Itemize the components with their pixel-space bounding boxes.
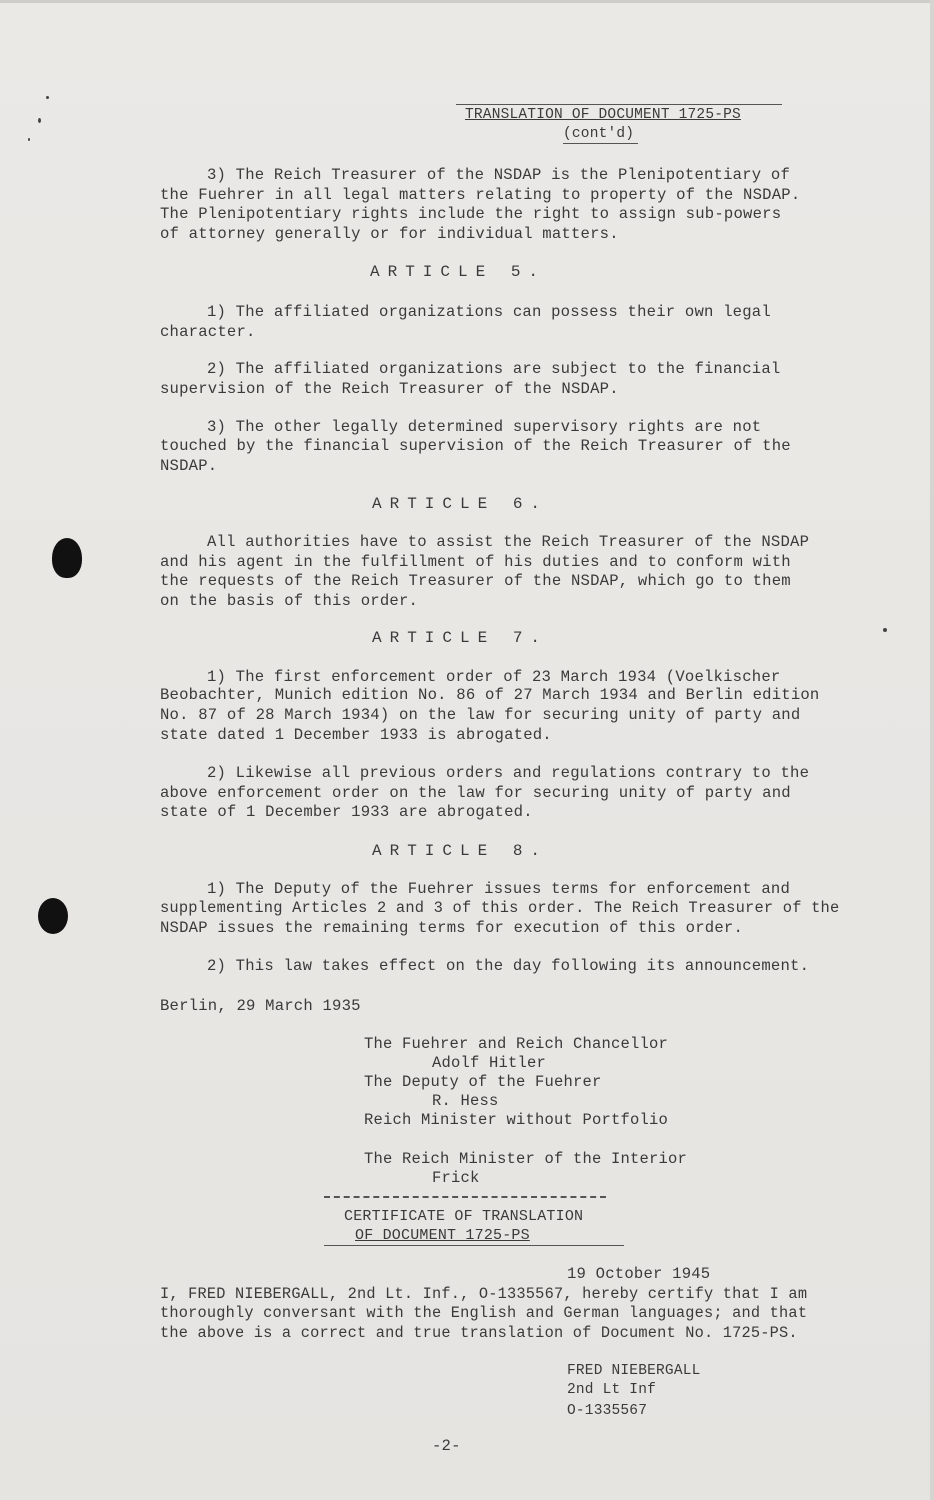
header-rule bbox=[456, 104, 782, 105]
article-5-p1-line-2: character. bbox=[160, 323, 256, 341]
article-5-p2-line-2: supervision of the Reich Treasurer of the NSDAP. bbox=[160, 380, 619, 398]
signer-rank: 2nd Lt Inf bbox=[567, 1382, 657, 1398]
article-8-p1-line-2: supplementing Articles 2 and 3 of this order. The Reich Treasurer of the bbox=[160, 899, 840, 917]
dashed-divider bbox=[324, 1196, 606, 1198]
speck bbox=[28, 138, 30, 141]
signature-title-3: Reich Minister without Portfolio bbox=[364, 1111, 669, 1129]
certificate-rule bbox=[324, 1245, 624, 1246]
signer-name: FRED NIEBERGALL bbox=[567, 1363, 701, 1379]
article-8-p1-line-1: 1) The Deputy of the Fuehrer issues terms for enforcement and bbox=[207, 880, 791, 898]
article-7-p1-line-1: 1) The first enforcement order of 23 March 1934 (Voelkischer bbox=[207, 668, 781, 686]
signature-name-3: Frick bbox=[432, 1169, 480, 1187]
article-6-heading: ARTICLE 6. bbox=[372, 495, 549, 513]
certificate-subtitle: OF DOCUMENT 1725-PS bbox=[355, 1227, 530, 1244]
article-5-heading: ARTICLE 5. bbox=[370, 263, 547, 281]
certificate-title: CERTIFICATE OF TRANSLATION bbox=[344, 1208, 584, 1225]
article-5-p3-line-1: 3) The other legally determined supervisory rights are not bbox=[207, 418, 762, 436]
article-7-p2-line-3: state of 1 December 1933 are abrogated. bbox=[160, 803, 533, 821]
para-3-line-3: The Plenipotentiary rights include the right to assign sub-powers bbox=[160, 205, 782, 223]
signature-name-1: Adolf Hitler bbox=[432, 1054, 547, 1072]
punch-hole-icon bbox=[52, 538, 82, 578]
punch-hole-icon bbox=[38, 898, 68, 934]
para-3-line-4: of attorney generally or for individual matters. bbox=[160, 225, 619, 243]
article-5-p3-line-2: touched by the financial supervision of the Reich Treasurer of the bbox=[160, 437, 791, 455]
para-3-line-2: the Fuehrer in all legal matters relating to property of the NSDAP. bbox=[160, 186, 801, 204]
speck bbox=[38, 118, 41, 123]
article-8-p2-line-1: 2) This law takes effect on the day following its announcement. bbox=[207, 957, 810, 975]
signature-title-2: The Deputy of the Fuehrer bbox=[364, 1073, 602, 1091]
article-6-p1-line-4: on the basis of this order. bbox=[160, 592, 419, 610]
article-8-heading: ARTICLE 8. bbox=[372, 842, 549, 860]
page-number: -2- bbox=[432, 1437, 461, 1455]
article-7-p1-line-4: state dated 1 December 1933 is abrogated. bbox=[160, 726, 552, 744]
signature-title-4: The Reich Minister of the Interior bbox=[364, 1150, 688, 1168]
header-contd-rule bbox=[563, 143, 638, 144]
article-6-p1-line-1: All authorities have to assist the Reich Treasurer of the NSDAP bbox=[207, 533, 810, 551]
article-7-p2-line-2: above enforcement order on the law for securing unity of party and bbox=[160, 784, 791, 802]
speck bbox=[883, 628, 887, 632]
article-6-p1-line-2: and his agent in the fulfillment of his duties and to conform with bbox=[160, 553, 791, 571]
speck bbox=[46, 96, 49, 99]
signature-title-1: The Fuehrer and Reich Chancellor bbox=[364, 1035, 669, 1053]
article-8-p1-line-3: NSDAP issues the remaining terms for execution of this order. bbox=[160, 919, 744, 937]
article-5-p1-line-1: 1) The affiliated organizations can possess their own legal bbox=[207, 303, 771, 321]
signature-name-2: R. Hess bbox=[432, 1092, 499, 1110]
header-contd: (cont'd) bbox=[563, 126, 635, 142]
article-7-p1-line-2: Beobachter, Munich edition No. 86 of 27 March 1934 and Berlin edition bbox=[160, 686, 820, 704]
article-7-heading: ARTICLE 7. bbox=[372, 629, 549, 647]
place-date: Berlin, 29 March 1935 bbox=[160, 997, 361, 1015]
article-6-p1-line-3: the requests of the Reich Treasurer of the NSDAP, which go to them bbox=[160, 572, 791, 590]
para-3-line-1: 3) The Reich Treasurer of the NSDAP is the Plenipotentiary of bbox=[207, 166, 791, 184]
page-right-edge bbox=[930, 0, 934, 1500]
article-7-p2-line-1: 2) Likewise all previous orders and regulations contrary to the bbox=[207, 764, 810, 782]
page-top-edge bbox=[0, 0, 934, 3]
signer-serial: O-1335567 bbox=[567, 1403, 648, 1419]
header-title: TRANSLATION OF DOCUMENT 1725-PS bbox=[465, 107, 741, 123]
certificate-body-line-2: thoroughly conversant with the English and German languages; and that bbox=[160, 1304, 808, 1322]
certificate-body-line-1: I, FRED NIEBERGALL, 2nd Lt. Inf., O-1335567, hereby certify that I am bbox=[160, 1285, 808, 1303]
article-5-p3-line-3: NSDAP. bbox=[160, 457, 218, 475]
article-5-p2-line-1: 2) The affiliated organizations are subject to the financial bbox=[207, 360, 781, 378]
certificate-body-line-3: the above is a correct and true translation of Document No. 1725-PS. bbox=[160, 1324, 798, 1342]
article-7-p1-line-3: No. 87 of 28 March 1934) on the law for securing unity of party and bbox=[160, 706, 801, 724]
certificate-date: 19 October 1945 bbox=[567, 1265, 711, 1283]
